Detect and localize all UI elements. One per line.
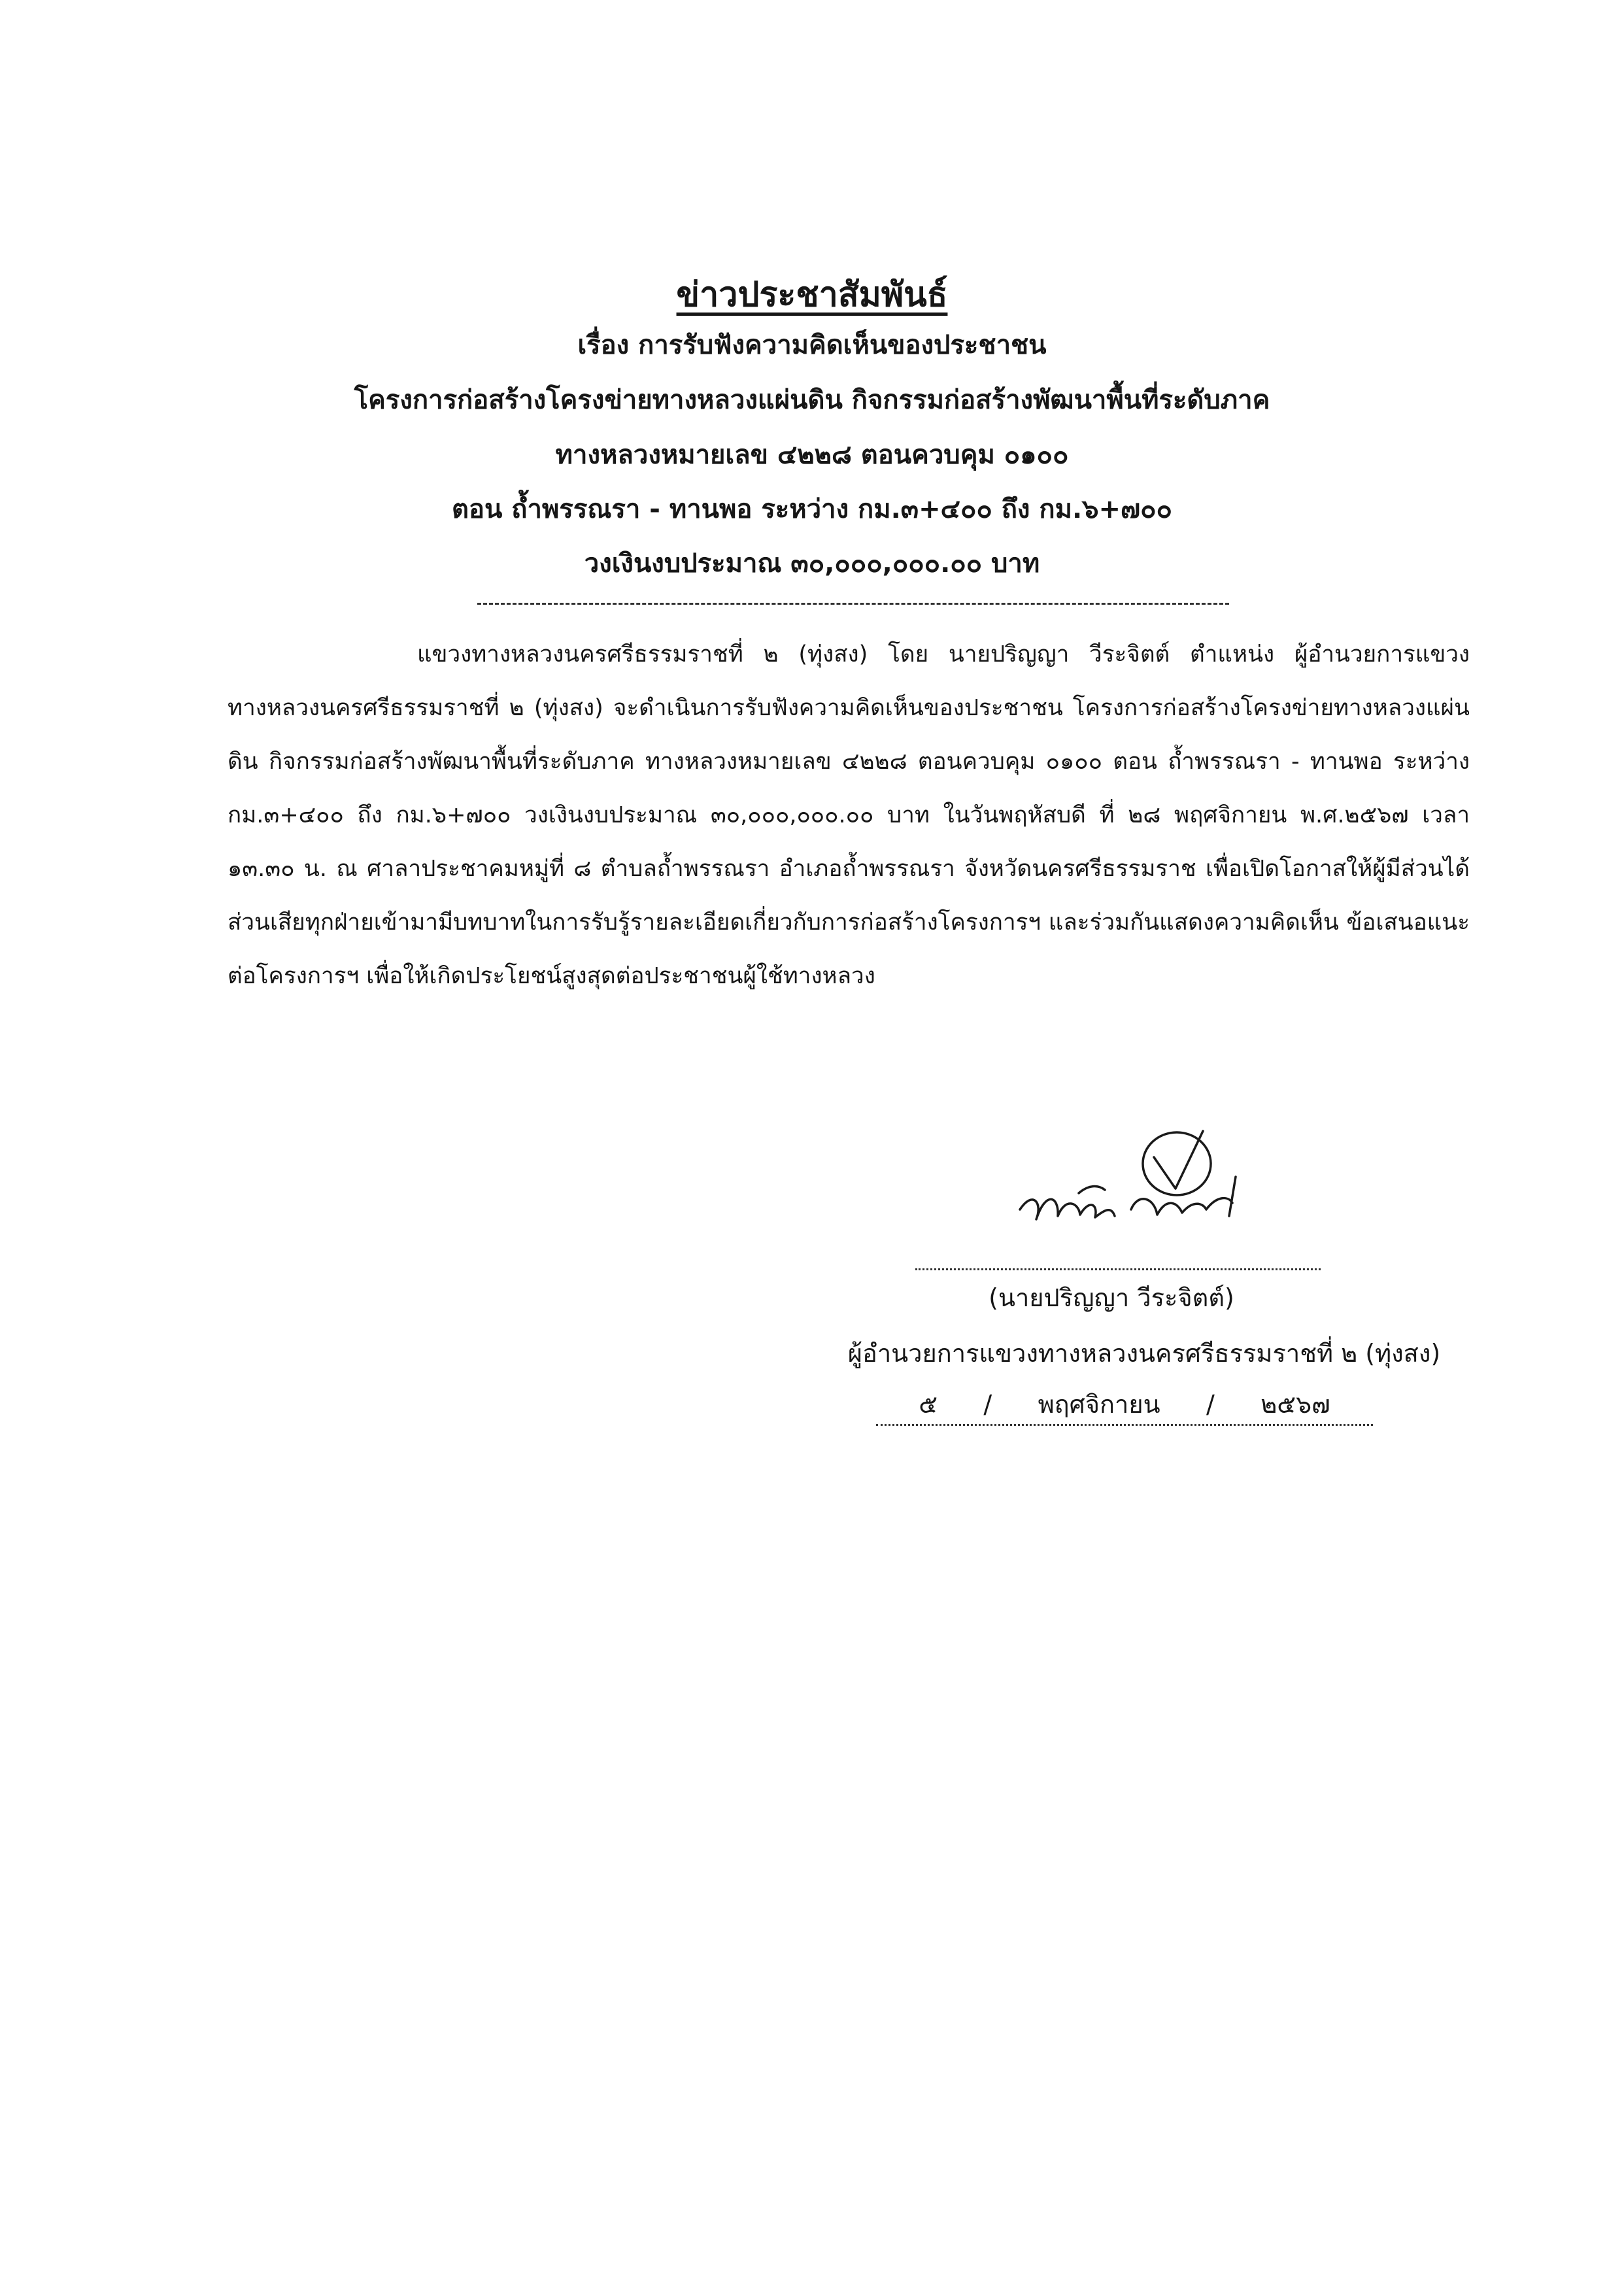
header-section-line: ตอน ถ้ำพรรณรา - ทานพอ ระหว่าง กม.๓+๔๐๐ ถึง กม.๖+๗๐๐ (452, 494, 1172, 524)
date-month: พฤศจิกายน (1038, 1390, 1160, 1419)
header-separator (477, 603, 1229, 605)
date-year: ๒๕๖๗ (1260, 1390, 1330, 1419)
header-highway-line: ทางหลวงหมายเลข ๔๒๒๘ ตอนควบคุม ๐๑๐๐ (555, 440, 1069, 470)
signature-date (876, 1385, 1373, 1426)
body-section (228, 628, 1470, 1003)
header-budget-line: วงเงินงบประมาณ ๓๐,๐๐๐,๐๐๐.๐๐ บาท (584, 549, 1040, 579)
signatory-name: (นายปริญญา วีระจิตต์) (989, 1283, 1234, 1312)
handwritten-signature (1007, 1111, 1281, 1242)
document-title: ข่าวประชาสัมพันธ์ (676, 275, 948, 314)
header-project-line: โครงการก่อสร้างโครงข่ายทางหลวงแผ่นดิน กิจกรรมก่อสร้างพัฒนาพื้นที่ระดับภาค (354, 385, 1270, 415)
header-subject-line: เรื่อง การรับฟังความคิดเห็นของประชาชน (577, 330, 1047, 360)
date-day: ๕ (919, 1390, 938, 1419)
signature-line (915, 1268, 1321, 1270)
body-paragraph: แขวงทางหลวงนครศรีธรรมราชที่ ๒ (ทุ่งสง) โดย นายปริญญา วีระจิตต์ ตำแหน่ง ผู้อำนวยการแขวงทางหลวงนครศรีธรรมราชที่ ๒ (ทุ่งสง) จะดำเนินการรับฟังความคิดเห็นของประชาชน โครงการก่อสร้างโครงข่ายทางหลวงแผ่นดิน กิจกรรมก่อสร้างพัฒนาพื้นที่ระดับภาค ทางหลวงหมายเลข ๔๒๒๘ ตอนควบคุม ๐๑๐๐ ตอน ถ้ำพรรณรา - ทานพอ ระหว่าง กม.๓+๔๐๐ ถึง กม.๖+๗๐๐ วงเงินงบประมาณ ๓๐,๐๐๐,๐๐๐.๐๐ บาท ในวันพฤหัสบดี ที่ ๒๘ พฤศจิกายน พ.ศ.๒๕๖๗ เวลา ๑๓.๓๐ น. ณ ศาลาประชาคมหมู่ที่ ๘ ตำบลถ้ำพรรณรา อำเภอถ้ำพรรณรา จังหวัดนครศรีธรรมราช เพื่อเปิดโอกาสให้ผู้มีส่วนได้ส่วนเสียทุกฝ่ายเข้ามามีบทบาทในการรับรู้รายละเอียดเกี่ยวกับการก่อสร้างโครงการฯ และร่วมกันแสดงความคิดเห็น ข้อเสนอแนะต่อโครงการฯ เพื่อให้เกิดประโยชน์สูงสุดต่อประชาชนผู้ใช้ทางหลวง (228, 641, 1470, 989)
date-separator: / (1206, 1390, 1215, 1419)
date-separator: / (983, 1390, 992, 1419)
signatory-position: ผู้อำนวยการแขวงทางหลวงนครศรีธรรมราชที่ ๒ (ทุ่งสง) (847, 1339, 1441, 1368)
